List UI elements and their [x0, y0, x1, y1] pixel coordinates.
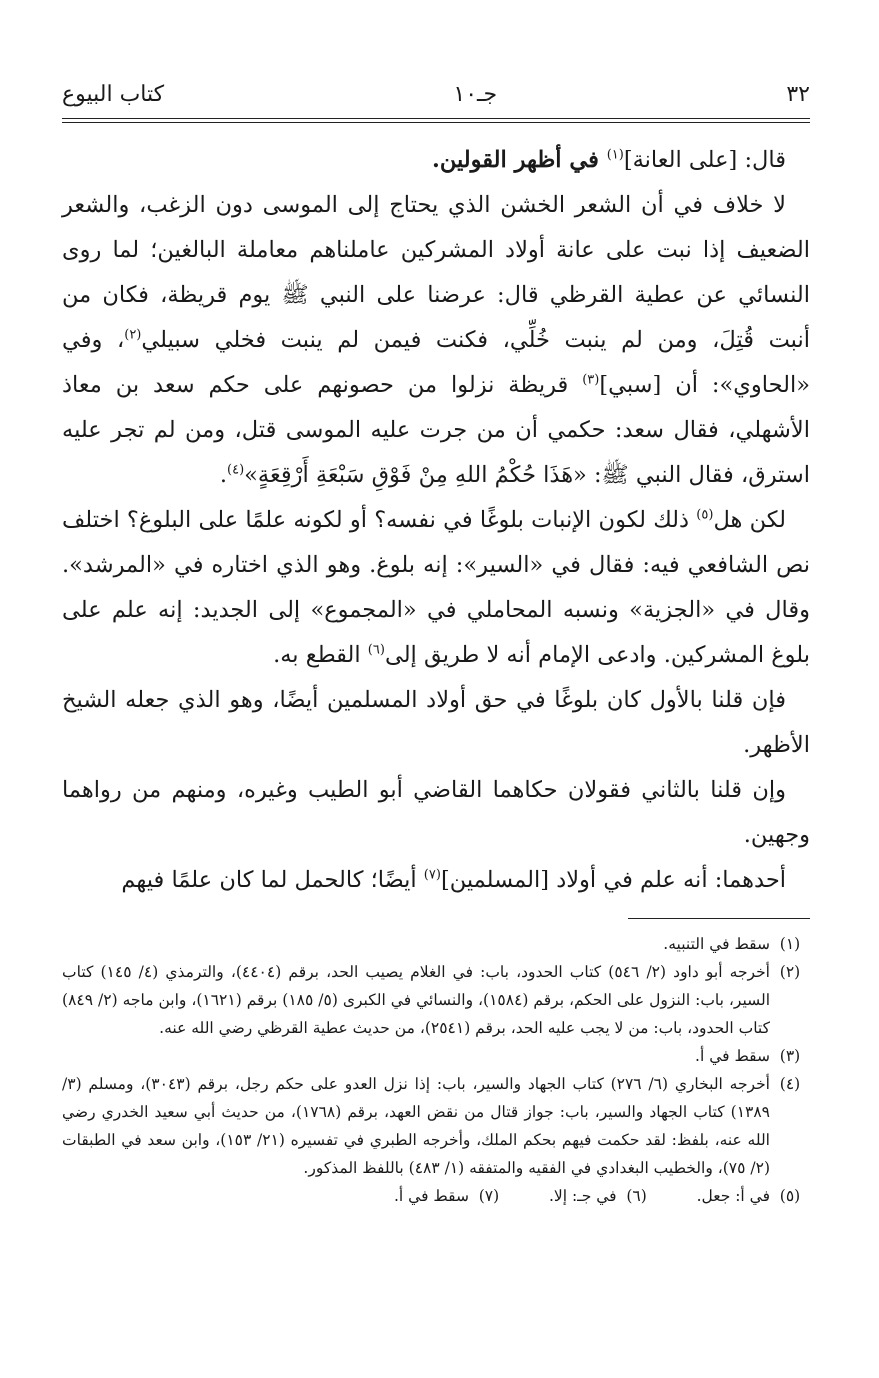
- footnote-text: سقط في أ.: [695, 1047, 770, 1065]
- text-span: أيضًا؛ كالحمل لما كان علمًا فيهم: [121, 867, 424, 893]
- text-span: لكن هل: [713, 507, 786, 533]
- footnote-separator: [628, 918, 810, 919]
- paragraph: [62, 183, 810, 498]
- footnote-text: في جـ: إلا.: [548, 1187, 617, 1205]
- footnote: [62, 1070, 810, 1182]
- running-header: [62, 72, 810, 116]
- volume-label: جـ١٠: [453, 81, 498, 107]
- text-span: القطع به.: [273, 642, 368, 668]
- paragraph: [62, 858, 810, 903]
- paragraph: وإن قلنا بالثاني فقولان حكاهما القاضي أبو الطيب وغيره، ومنهم من رواهما وجهين.: [62, 777, 810, 848]
- footnote-number: (١): [779, 935, 801, 953]
- footnote-ref: (٦): [367, 642, 385, 658]
- text-span: .: [219, 462, 228, 488]
- header-rule-thin: [62, 122, 810, 123]
- footnote-text: أخرجه أبو داود (٢/ ٥٤٦) كتاب الحدود، باب: في الغلام يصيب الحد، برقم (٤٤٠٤)، والترمذي (٤/ ١٤٥) كتاب السير، باب: النزول على الحكم، برقم (١٥٨٤)، والنسائي في الكبرى (٥/ ١٨٥) برقم (١٦٢١)، وابن ماجه (٢/ ٨٤٩) كتاب الحدود، باب: من لا يجب عليه الحد، برقم (٢٥٤١)، من حديث عطية القرظي رضي الله عنه.: [62, 963, 771, 1037]
- footnote-ref: (٧): [423, 867, 441, 883]
- footnote-number: (٣): [779, 1047, 801, 1065]
- footnote-number: (٥): [779, 1187, 801, 1205]
- paragraph: فإن قلنا بالأول كان بلوغًا في حق أولاد المسلمين أيضًا، وهو الذي جعله الشيخ الأظهر.: [62, 687, 810, 758]
- footnote-text: في أ: جعل.: [696, 1187, 770, 1205]
- page-number: ٣٢: [786, 81, 810, 107]
- header-rule: [62, 118, 810, 119]
- footnote-number: (٢): [779, 963, 801, 981]
- text-span: ذلك لكون الإنبات بلوغًا في نفسه؟ أو لكونه علمًا على البلوغ؟ اختلف نص الشافعي فيه: فقال في «السير»: إنه بلوغ. وهو الذي اختاره في «المرشد». وقال في «الجزية» ونسبه المحاملي في «المجموع» إلى الجديد: إنه علم على بلوغ المشركين. وادعى الإمام أنه لا طريق إلى: [62, 507, 810, 668]
- footnote: [62, 930, 810, 958]
- footnote-text: سقط في التنبيه.: [663, 935, 770, 953]
- footnote: [62, 1042, 810, 1070]
- chapter-title: كتاب البيوع: [62, 81, 165, 107]
- footnote-number: (٤): [779, 1075, 801, 1093]
- text-span: لا خلاف في أن الشعر الخشن الذي يحتاج إلى الموسى دون الزغب، والشعر الضعيف إذا نبت على عانة أولاد المشركين عاملناهم معاملة البالغين؛ لما روى النسائي عن عطية القرظي قال: عرضنا على النبي ﷺ يوم قريظة، فكان من أنبت قُتِلَ، ومن لم ينبت خُلِّي، فكنت فيمن لم ينبت فخلي سبيلي: [62, 192, 810, 353]
- footnote-row: [62, 1182, 810, 1210]
- footnote: [394, 1182, 509, 1210]
- footnote: [697, 1182, 810, 1210]
- footnote-ref: (٥): [696, 507, 714, 523]
- matn-paragraph: [62, 138, 810, 183]
- footnote: [549, 1182, 657, 1210]
- footnotes: [62, 930, 810, 1210]
- text-span: أحدهما: أنه علم في أولاد [المسلمين]: [440, 867, 786, 893]
- paragraph: [62, 498, 810, 678]
- footnote-text: سقط في أ.: [393, 1187, 469, 1205]
- footnote-ref: (٤): [227, 462, 245, 478]
- footnote-ref: (٣): [582, 372, 600, 388]
- footnote-ref: (١): [606, 147, 624, 163]
- footnote-ref: (٢): [124, 327, 142, 343]
- text-span: ، وفي «الحاوي»: أن [سبي]: [62, 327, 811, 398]
- text-span: قال: [على العانة]: [623, 147, 786, 173]
- main-text: [62, 138, 810, 903]
- footnote: [62, 958, 810, 1042]
- footnote-number: (٦): [626, 1187, 647, 1205]
- text-span-bold: في أظهر القولين.: [432, 147, 607, 173]
- footnote-number: (٧): [478, 1187, 500, 1205]
- footnote-text: أخرجه البخاري (٦/ ٢٧٦) كتاب الجهاد والسير، باب: إذا نزل العدو على حكم رجل، برقم (٣٠٤٣)، ومسلم (٣/ ١٣٨٩) كتاب الجهاد والسير، باب: جواز قتال من نقض العهد، برقم (١٧٦٨)، من حديث أبي سعيد الخدري رضي الله عنه، بلفظ: لقد حكمت فيهم بحكم الملك، وأخرجه الطبري في تفسيره (٢١/ ١٥٣)، وابن سعد في الطبقات (٢/ ٧٥)، والخطيب البغدادي في الفقيه والمتفقه (١/ ٤٨٣) باللفظ المذكور.: [62, 1075, 770, 1177]
- text-span: قريظة نزلوا من حصونهم على حكم سعد بن معاذ الأشهلي، فقال سعد: حكمي أن من جرت عليه الموسى قتل، ومن لم تجر عليه استرق، فقال النبي ﷺ: «هَذَا حُكْمُ اللهِ مِنْ فَوْقِ سَبْعَةِ أَرْقِعَةٍ»: [62, 372, 810, 488]
